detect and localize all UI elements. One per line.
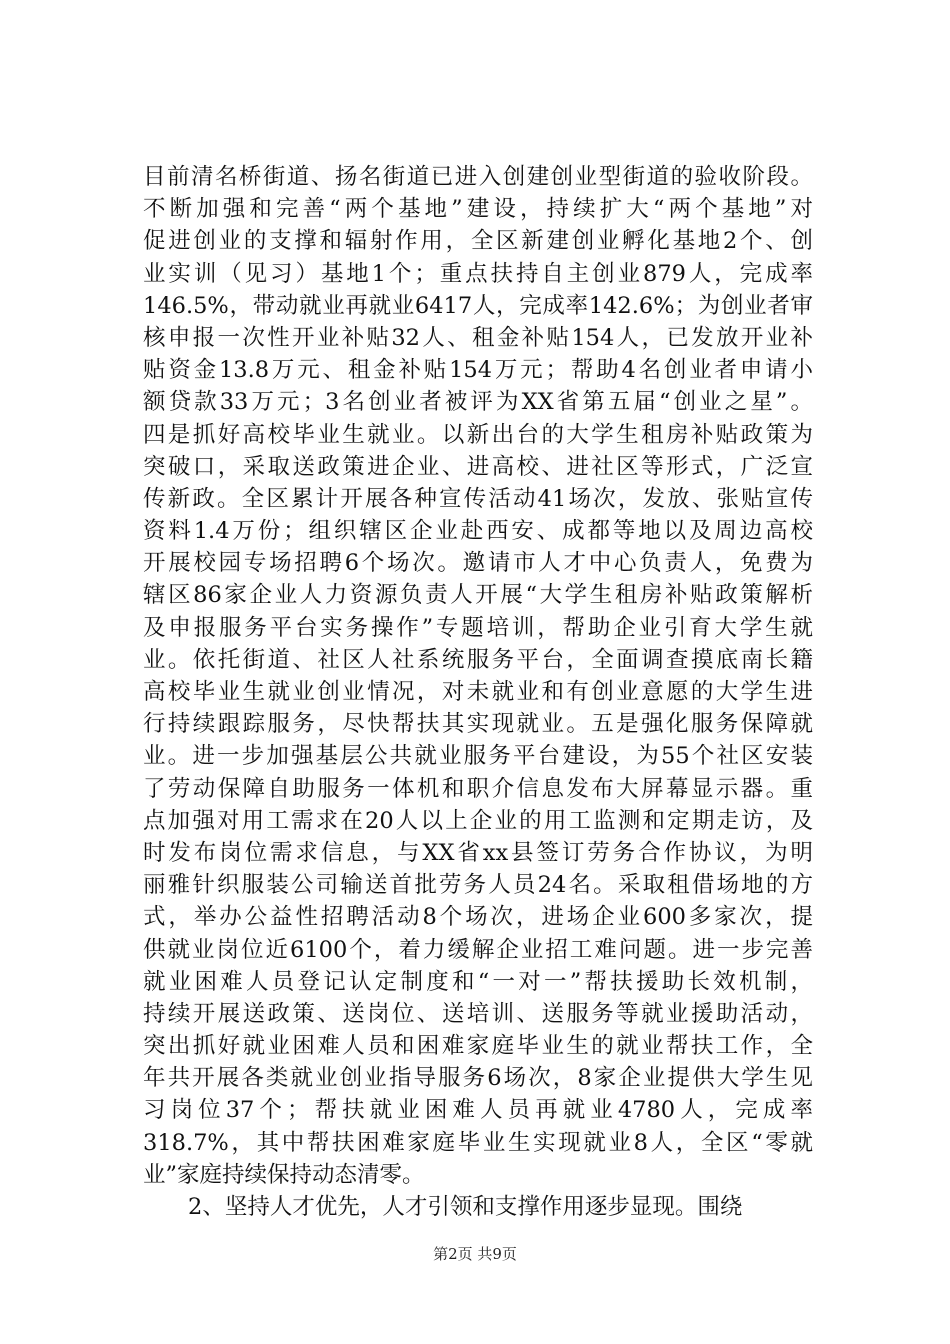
text-line: 业。进一步加强基层公共就业服务平台建设，为55个社区安装 (143, 743, 813, 770)
text-line: 四是抓好高校毕业生就业。以新出台的大学生租房补贴政策为 (143, 421, 813, 448)
text-line: 了劳动保障自助服务一体机和职介信息发布大屏幕显示器。重 (143, 775, 813, 802)
text-line: 点加强对用工需求在20人以上企业的用工监测和定期走访，及 (143, 807, 813, 834)
text-line: 318.7%，其中帮扶困难家庭毕业生实现就业8人，全区“零就 (143, 1129, 813, 1156)
text-line: 时发布岗位需求信息，与XX省xx县签订劳务合作协议，为明 (143, 839, 813, 866)
text-line: 持续开展送政策、送岗位、送培训、送服务等就业援助活动， (143, 1000, 813, 1027)
body-text (143, 161, 813, 1223)
text-line: 核申报一次性开业补贴32人、租金补贴154人，已发放开业补 (143, 324, 813, 351)
text-line: 业”家庭持续保持动态清零。 (143, 1161, 425, 1188)
text-line: 行持续跟踪服务，尽快帮扶其实现就业。五是强化服务保障就 (143, 711, 813, 738)
text-line: 不断加强和完善“两个基地”建设，持续扩大“两个基地”对 (143, 196, 813, 223)
text-line: 业。依托街道、社区人社系统服务平台，全面调查摸底南长籍 (143, 646, 813, 673)
text-line: 开展校园专场招聘6个场次。邀请市人才中心负责人，免费为 (143, 550, 813, 577)
text-line: 供就业岗位近6100个，着力缓解企业招工难问题。进一步完善 (143, 936, 813, 963)
page-footer: 第2页 共9页 (433, 1245, 517, 1263)
text-line: 146.5%，带动就业再就业6417人，完成率142.6%；为创业者审 (143, 292, 813, 319)
text-line: 促进创业的支撑和辐射作用，全区新建创业孵化基地2个、创 (143, 228, 813, 255)
text-line: 突破口，采取送政策进企业、进高校、进社区等形式，广泛宣 (143, 453, 813, 480)
text-line: 辖区86家企业人力资源负责人开展“大学生租房补贴政策解析 (143, 582, 813, 609)
text-line: 丽雅针织服装公司输送首批劳务人员24名。采取租借场地的方 (143, 872, 813, 899)
text-line: 高校毕业生就业创业情况，对未就业和有创业意愿的大学生进 (143, 679, 813, 705)
text-line: 传新政。全区累计开展各种宣传活动41场次，发放、张贴宣传 (143, 485, 813, 512)
text-line: 额贷款33万元；3名创业者被评为XX省第五届“创业之星”。 (143, 389, 813, 416)
text-line: 目前清名桥街道、扬名街道已进入创建创业型街道的验收阶段。 (143, 164, 813, 190)
text-line: 年共开展各类就业创业指导服务6场次，8家企业提供大学生见 (143, 1065, 813, 1092)
text-line: 2、坚持人才优先，人才引领和支撑作用逐步显现。围绕 (143, 1194, 743, 1220)
text-line: 业实训（见习）基地1个；重点扶持自主创业879人，完成率 (143, 260, 813, 287)
text-line: 突出抓好就业困难人员和困难家庭毕业生的就业帮扶工作，全 (143, 1033, 813, 1060)
text-line: 就业困难人员登记认定制度和“一对一”帮扶援助长效机制， (143, 968, 813, 995)
text-line: 及申报服务平台实务操作”专题培训，帮助企业引育大学生就 (143, 614, 813, 641)
text-line: 式，举办公益性招聘活动8个场次，进场企业600多家次，提 (143, 904, 813, 931)
text-line: 贴资金13.8万元、租金补贴154万元；帮助4名创业者申请小 (143, 357, 813, 384)
text-line: 习岗位37个；帮扶就业困难人员再就业4780人，完成率 (143, 1097, 813, 1124)
text-line: 资料1.4万份；组织辖区企业赴西安、成都等地以及周边高校 (143, 518, 813, 545)
